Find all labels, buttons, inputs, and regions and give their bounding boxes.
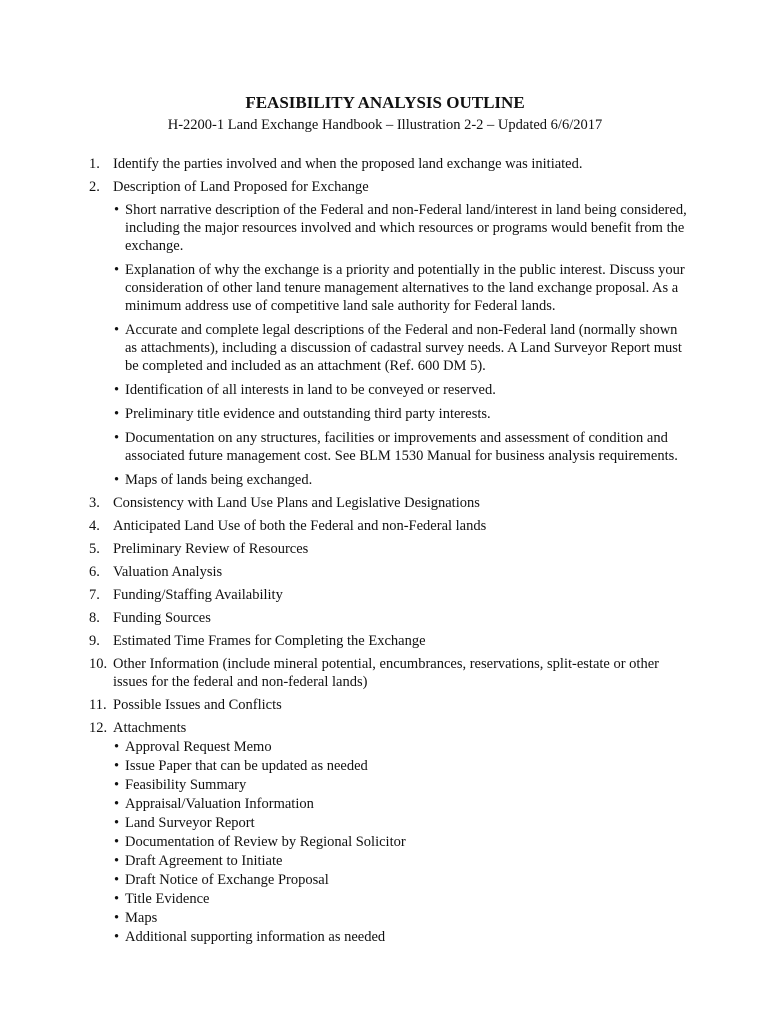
- attachments-list: [113, 738, 689, 946]
- attachment-text: Appraisal/Valuation Information: [125, 796, 314, 812]
- sub-bullet-text: Accurate and complete legal descriptions of the Federal and non-Federal land (normally shown as attachments), including a discussion of cadastral survey needs. A Land Surveyor Report must be completed and included as an attachment (Ref. 600 DM 5).: [125, 322, 682, 374]
- attachment-bullet: [113, 814, 689, 832]
- outline-item: [89, 563, 689, 581]
- sub-bullet: [113, 405, 689, 423]
- bullet-icon: •: [114, 382, 120, 398]
- item-text: Funding/Staffing Availability: [113, 587, 283, 603]
- outline-item: [89, 609, 689, 627]
- attachment-text: Maps: [125, 910, 158, 926]
- item-number: 11.: [89, 697, 107, 713]
- item-text: Possible Issues and Conflicts: [113, 697, 282, 713]
- sub-bullet-text: Documentation on any structures, facilities or improvements and assessment of condition and associated future management cost. See BLM 1530 Manual for business analysis requirements.: [125, 430, 678, 464]
- sub-bullet: [113, 429, 689, 465]
- bullet-icon: •: [114, 406, 120, 422]
- outline-item: [89, 655, 689, 691]
- sub-bullet: [113, 321, 689, 375]
- item-text: Description of Land Proposed for Exchange: [113, 179, 369, 195]
- bullet-icon: •: [114, 796, 120, 812]
- sub-bullet-text: Explanation of why the exchange is a priority and potentially in the public interest. Discuss your consideration of other land tenure management alternatives to the land exchange proposal. As a minimum address use of competitive land sale authority for Federal lands.: [125, 262, 685, 314]
- sub-bullet-text: Maps of lands being exchanged.: [125, 472, 313, 488]
- bullet-icon: •: [114, 758, 120, 774]
- item-text: Preliminary Review of Resources: [113, 541, 309, 557]
- bullet-icon: •: [114, 430, 120, 446]
- attachment-bullet: [113, 909, 689, 927]
- attachment-bullet: [113, 871, 689, 889]
- item-text: Attachments: [113, 720, 187, 736]
- outline-item: [89, 696, 689, 714]
- item-number: 7.: [89, 587, 100, 603]
- attachment-text: Draft Notice of Exchange Proposal: [125, 872, 329, 888]
- attachment-bullet: [113, 738, 689, 756]
- outline-item: [89, 719, 689, 946]
- document-subtitle: H-2200-1 Land Exchange Handbook – Illustration 2-2 – Updated 6/6/2017: [167, 117, 603, 133]
- bullet-icon: •: [114, 777, 120, 793]
- attachment-bullet: [113, 890, 689, 908]
- item-number: 10.: [89, 656, 108, 672]
- item-number: 1.: [89, 156, 100, 172]
- sub-bullet: [113, 261, 689, 315]
- item-number: 2.: [89, 179, 100, 195]
- item-number: 6.: [89, 564, 100, 580]
- bullet-icon: •: [114, 262, 120, 278]
- outline-item: [89, 155, 689, 173]
- item-text: Other Information (include mineral potential, encumbrances, reservations, split-estate or other issues for the federal and non-federal lands): [113, 656, 659, 690]
- item-number: 5.: [89, 541, 100, 557]
- attachment-bullet: [113, 833, 689, 851]
- bullet-icon: •: [114, 929, 120, 945]
- bullet-icon: •: [114, 322, 120, 338]
- sub-bullet: [113, 201, 689, 255]
- bullet-icon: •: [114, 853, 120, 869]
- attachment-bullet: [113, 776, 689, 794]
- item-number: 12.: [89, 720, 108, 736]
- bullet-icon: •: [114, 472, 120, 488]
- attachment-text: Land Surveyor Report: [125, 815, 255, 831]
- attachment-text: Issue Paper that can be updated as needed: [125, 758, 368, 774]
- bullet-icon: •: [114, 739, 120, 755]
- bullet-icon: •: [114, 834, 120, 850]
- outline-item: [89, 178, 689, 489]
- sub-bullet: [113, 381, 689, 399]
- attachment-text: Approval Request Memo: [125, 739, 272, 755]
- bullet-icon: •: [114, 910, 120, 926]
- attachment-bullet: [113, 795, 689, 813]
- item-text: Estimated Time Frames for Completing the Exchange: [113, 633, 426, 649]
- outline-list: [89, 155, 689, 951]
- bullet-icon: •: [114, 815, 120, 831]
- sub-bullet-text: Preliminary title evidence and outstanding third party interests.: [125, 406, 491, 422]
- sub-bullet: [113, 471, 689, 489]
- item-text: Identify the parties involved and when the proposed land exchange was initiated.: [113, 156, 583, 172]
- sub-bullet-text: Short narrative description of the Federal and non-Federal land/interest in land being considered, including the major resources involved and which resources or programs would benefit from the exchange.: [125, 202, 687, 254]
- item-number: 8.: [89, 610, 100, 626]
- document-title: FEASIBILITY ANALYSIS OUTLINE: [245, 93, 525, 112]
- sub-bullet-text: Identification of all interests in land to be conveyed or reserved.: [125, 382, 496, 398]
- outline-item: [89, 632, 689, 650]
- attachment-bullet: [113, 757, 689, 775]
- attachment-bullet: [113, 852, 689, 870]
- attachment-text: Additional supporting information as needed: [125, 929, 386, 945]
- outline-item: [89, 586, 689, 604]
- item-number: 4.: [89, 518, 100, 534]
- outline-item: [89, 517, 689, 535]
- item-number: 9.: [89, 633, 100, 649]
- item-number: 3.: [89, 495, 100, 511]
- bullet-icon: •: [114, 202, 120, 218]
- outline-item: [89, 494, 689, 512]
- bullet-icon: •: [114, 891, 120, 907]
- bullet-icon: •: [114, 872, 120, 888]
- attachment-text: Feasibility Summary: [125, 777, 247, 793]
- attachment-text: Title Evidence: [125, 891, 210, 907]
- item-text: Valuation Analysis: [113, 564, 223, 580]
- attachment-text: Documentation of Review by Regional Solicitor: [125, 834, 406, 850]
- outline-item: [89, 540, 689, 558]
- item-text: Anticipated Land Use of both the Federal and non-Federal lands: [113, 518, 487, 534]
- attachment-bullet: [113, 928, 689, 946]
- item-text: Funding Sources: [113, 610, 211, 626]
- sub-bullet-list: [113, 201, 689, 489]
- item-text: Consistency with Land Use Plans and Legislative Designations: [113, 495, 480, 511]
- attachment-text: Draft Agreement to Initiate: [125, 853, 283, 869]
